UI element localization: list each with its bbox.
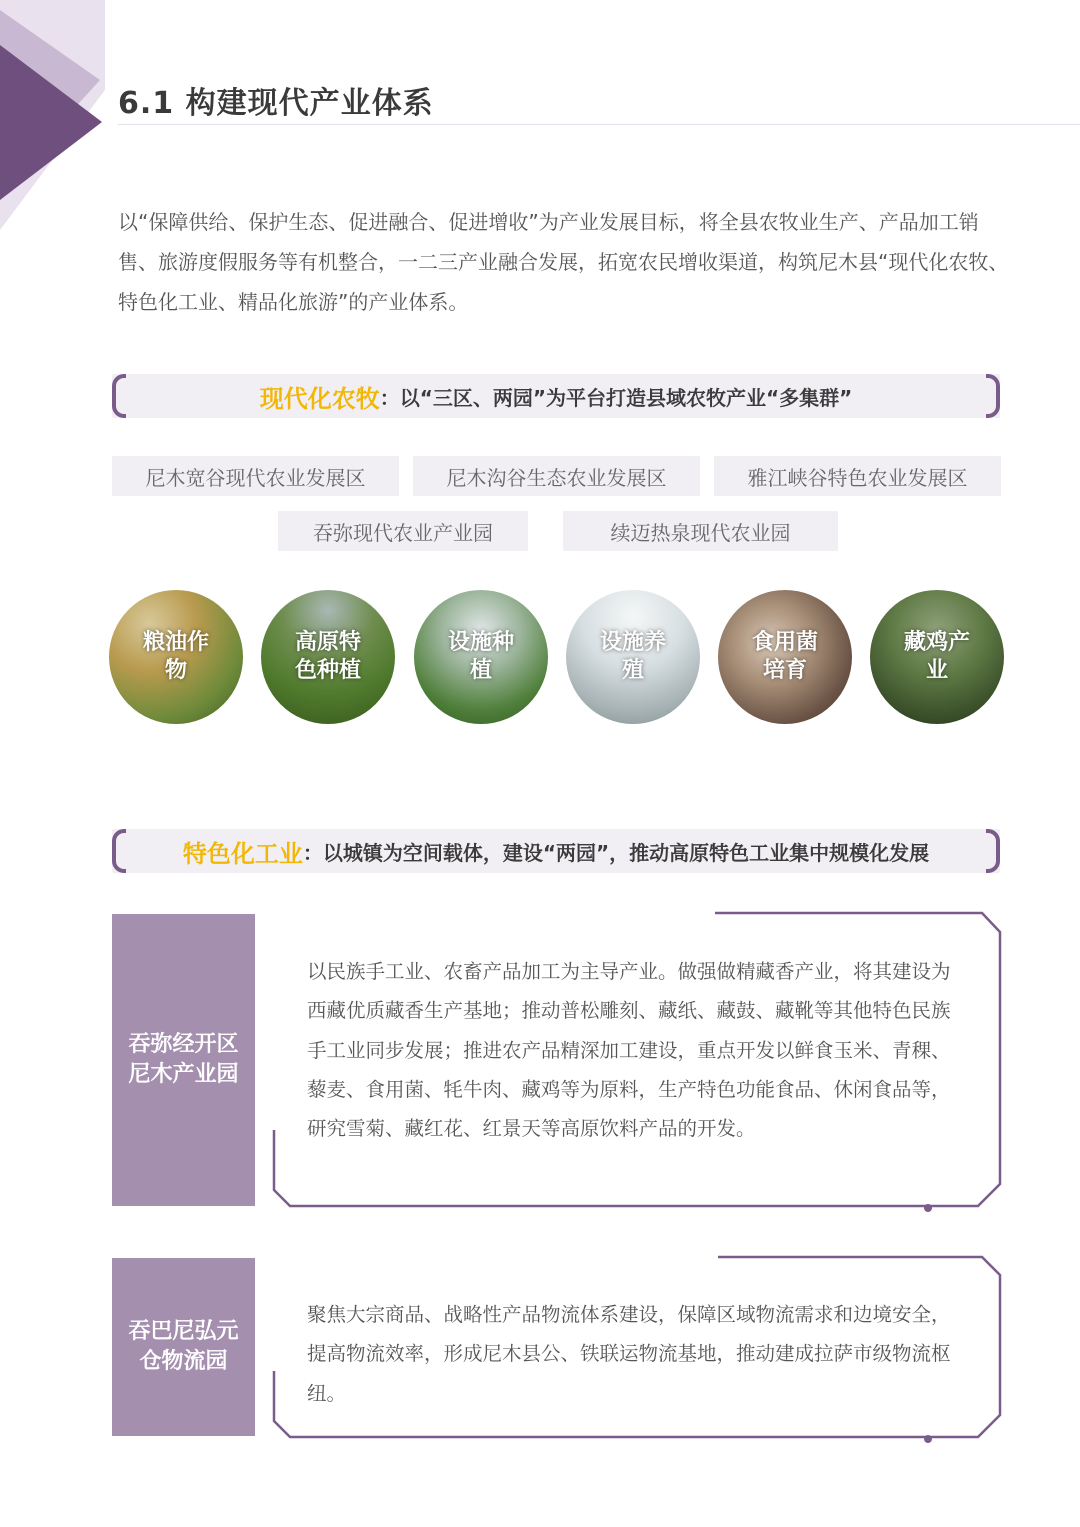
circle-label: 设施种植 [447,630,514,683]
banner-special-industry [112,829,1000,873]
park-description: 以民族手工业、农畜产品加工为主导产业。做强做精藏香产业，将其建设为西藏优质藏香生产基地；推动普松雕刻、藏纸、藏鼓、藏靴等其他特色民族手工业同步发展；推进农产品精深加工建设，重点开发以鲜食玉米、青稞、藜麦、食用菌、牦牛肉、藏鸡等为原料，生产特色功能食品、休闲食品等，研究雪菊、藏红花、红景天等高原饮料产品的开发。 [307,960,951,1141]
park-description: 聚焦大宗商品、战略性产品物流体系建设，保障区域物流需求和边境安全，提高物流效率，形成尼木县公、铁联运物流基地，推动建成拉萨市级物流枢纽。 [307,1303,951,1405]
title-divider [118,124,1080,125]
zone-tag: 尼木沟谷生态农业发展区 [413,456,700,496]
circle-label: 藏鸡产业 [903,630,970,683]
banner-keyword: 现代化农牧 [259,384,380,413]
livestock-shed-photo [566,590,700,724]
bracket-left [112,829,126,873]
plateau-farm-photo [261,590,395,724]
banner-text: ：以“三区、两园”为平台打造县域农牧产业“多集群” [379,385,853,410]
grain-field-photo [109,590,243,724]
park-name: 吞弥经开区尼木产业园 [128,1032,239,1087]
circle-label: 设施养殖 [599,630,666,683]
zone-tag: 吞弥现代农业产业园 [278,511,528,551]
park-name-box [112,914,255,1206]
zone-tag: 雅江峡谷特色农业发展区 [714,456,1001,496]
bracket-left [112,374,126,418]
mushroom-photo [718,590,852,724]
greenhouse-photo [414,590,548,724]
banner-keyword: 特色化工业 [182,839,303,868]
park-name: 吞巴尼弘元仓物流园 [128,1319,239,1374]
chicken-photo [870,590,1004,724]
circle-label: 高原特色种植 [294,630,361,683]
park-name-box [112,1258,255,1436]
zone-tag: 尼木宽谷现代农业发展区 [112,456,399,496]
banner-modern-agriculture [112,374,1000,418]
circle-label: 食用菌培育 [751,630,818,683]
bracket-right [986,829,1000,873]
bracket-right [986,374,1000,418]
page-title: 6.1 构建现代产业体系 [118,86,434,121]
zone-tag: 续迈热泉现代农业园 [563,511,838,551]
circle-label: 粮油作物 [142,630,209,683]
intro-paragraph: 以“保障供给、保护生态、促进融合、促进增收”为产业发展目标，将全县农牧业生产、产品加工销售、旅游度假服务等有机整合，一二三产业融合发展，拓宽农民增收渠道，构筑尼木县“现代化农牧、特色化工业、精品化旅游”的产业体系。 [118,210,1009,314]
banner-text: ：以城镇为空间载体，建设“两园”，推动高原特色工业集中规模化发展 [302,840,930,865]
